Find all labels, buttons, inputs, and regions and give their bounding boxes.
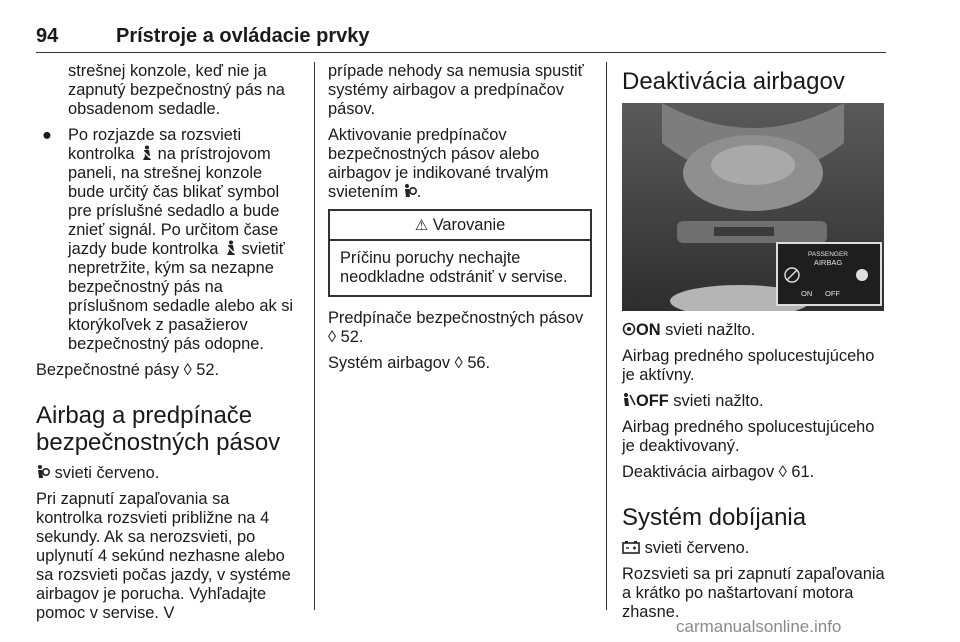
paragraph: strešnej konzole, keď nie ja zapnutý bezpečnostný pás na obsadenom sedadle. — [68, 62, 285, 118]
paragraph: Airbag predného spolucestujúceho je aktívny. — [622, 347, 875, 384]
page-number: 94 — [36, 25, 59, 47]
paragraph: svieti červeno. — [36, 464, 300, 483]
column-divider — [314, 62, 315, 610]
airbag-icon — [36, 464, 50, 480]
paragraph: Airbag predného spolucestujúceho je deaktivovaný. — [622, 418, 875, 455]
svg-text:ON: ON — [801, 289, 813, 298]
column-divider — [606, 62, 607, 610]
section-heading: Systém dobíjania — [622, 504, 807, 531]
column-3 — [622, 62, 888, 629]
page-ref-icon: ◊ — [328, 328, 337, 346]
paragraph: OFF svieti nažlto. — [622, 392, 888, 411]
section-heading: Deaktivácia airbagov — [622, 68, 845, 95]
page-ref-icon: ◊ — [183, 361, 192, 379]
page-ref-icon: ◊ — [454, 354, 463, 372]
warning-text: Príčinu poruchy nechajte neodkladne odstrániť v servise. — [340, 249, 568, 286]
seatbelt-icon — [139, 145, 153, 161]
bullet-text-1: Po rozjazde sa rozsvieti kontrolka — [68, 126, 242, 163]
airbag-deactivation-photo — [622, 103, 884, 311]
bullet-dot: ● — [42, 126, 52, 144]
column-2 — [328, 62, 592, 380]
paragraph: svieti červeno. — [622, 539, 888, 558]
svg-text:OFF: OFF — [825, 289, 840, 298]
svg-text:AIRBAG: AIRBAG — [813, 258, 843, 267]
bullet-text-2: na prístrojovom paneli, na strešnej konzole bude určitý čas blikať symbol pre príslušné sedadlo a bude znieť signál. Po určitom čase jazdy bude kontrolka — [68, 145, 280, 258]
battery-icon — [622, 539, 640, 555]
warning-header — [330, 211, 590, 241]
paragraph: Aktivovanie predpínačov bezpečnostných pásov alebo airbagov je indikované trvalým svietením . — [328, 126, 549, 201]
watermark: carmanualsonline.info — [676, 617, 842, 636]
column-1 — [36, 62, 300, 630]
paragraph: Pri zapnutí zapaľovania sa kontrolka rozsvieti približne na 4 sekundy. Ak sa nerozsvieti, po uplynutí 4 sekúnd nezhasne alebo sa rozsvieti počas jazdy, v systéme airbagov je porucha. Vyhľadajte pomoc v servise. V — [36, 490, 291, 622]
bullet-item — [36, 126, 300, 354]
page-ref-icon: ◊ — [778, 463, 787, 481]
cross-reference: Deaktivácia airbagov ◊ 61. — [622, 463, 815, 481]
airbag-on-icon — [622, 321, 636, 337]
cross-reference: Bezpečnostné pásy ◊ 52. — [36, 361, 220, 379]
bullet-text-3: svietiť nepretržite, kým sa nezapne bezpečnostný pás na príslušnom sedadle alebo ak si ktorýkoľvek z pasažierov bezpečnostný pás odopne. — [68, 240, 294, 353]
paragraph: prípade nehody sa nemusia spustiť systémy airbagov a predpínačov pásov. — [328, 62, 584, 118]
svg-text:PASSENGER: PASSENGER — [808, 251, 848, 258]
warning-box — [328, 209, 592, 297]
page-title: Prístroje a ovládacie prvky — [116, 25, 370, 47]
paragraph: Rozsvieti sa pri zapnutí zapaľovania a krátko po naštartovaní motora zhasne. — [622, 565, 885, 621]
cross-reference: Predpínače bezpečnostných pásov ◊ 52. — [328, 309, 584, 346]
page-header — [36, 24, 886, 53]
paragraph: ON svieti nažlto. — [622, 321, 888, 340]
warning-triangle-icon: ⚠ — [414, 217, 429, 234]
seatbelt-icon — [223, 240, 237, 256]
section-heading: Airbag a predpínače bezpečnostných pásov — [36, 402, 281, 456]
airbag-icon — [403, 183, 417, 199]
warning-title: Varovanie — [432, 216, 506, 234]
airbag-off-icon — [622, 392, 636, 408]
cross-reference: Systém airbagov ◊ 56. — [328, 354, 491, 372]
